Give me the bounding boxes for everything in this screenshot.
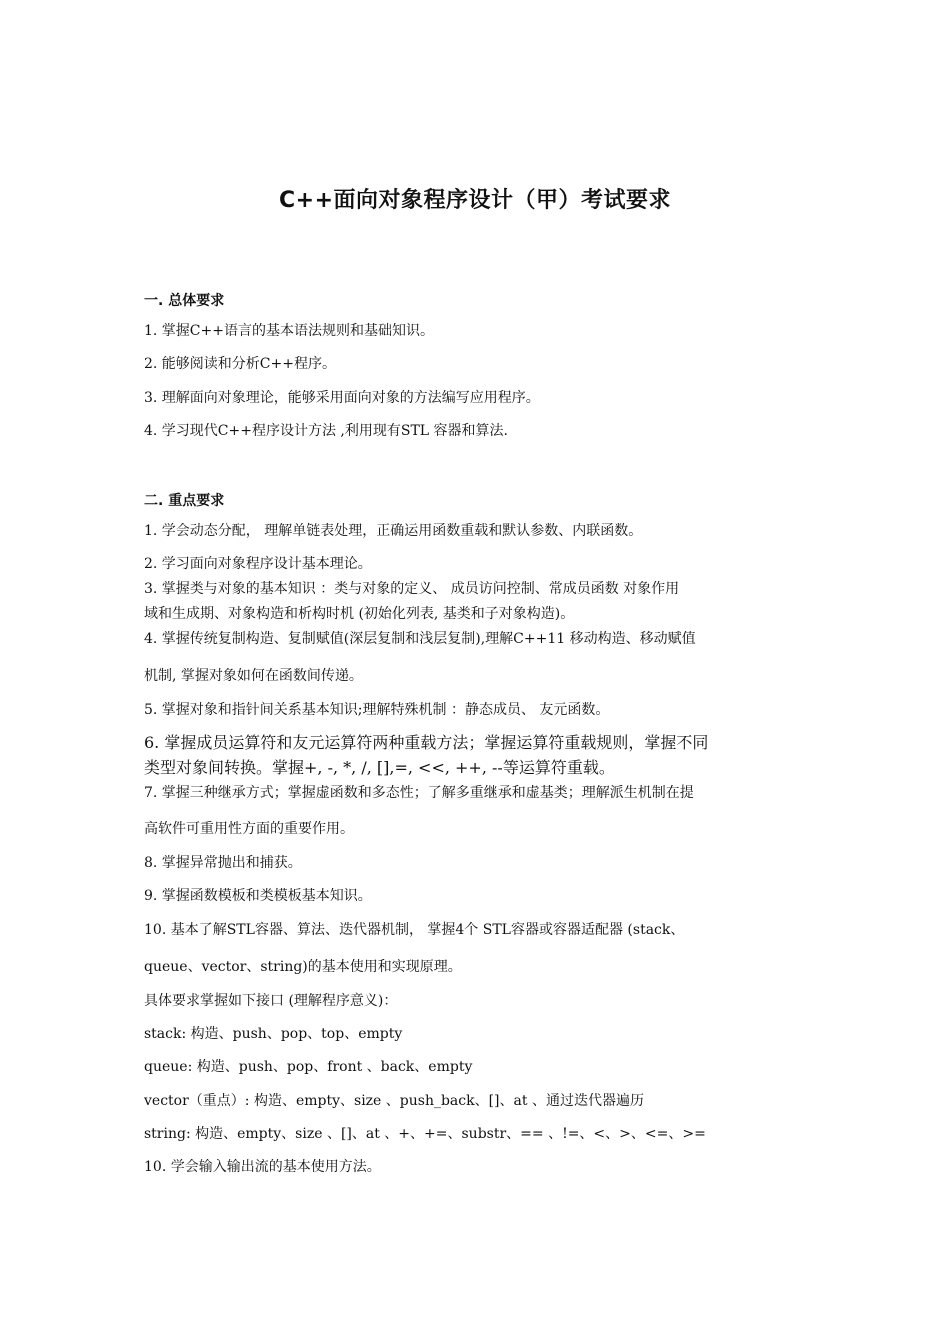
list-item-continuation: 域和生成期、对象构造和析构时机 (初始化列表, 基类和子对象构造)。: [144, 606, 575, 622]
list-item: 4. 掌握传统复制构造、复制赋值(深层复制和浅层复制),理解C++11 移动构造、移动赋值: [144, 631, 696, 647]
list-item: 9. 掌握函数模板和类模板基本知识。: [144, 888, 372, 904]
interface-stack: stack: 构造、push、pop、top、empty: [144, 1026, 403, 1042]
interface-string: string: 构造、empty、size 、[]、at 、+、+=、substr、== 、!=、<、>、<=、>=: [144, 1126, 706, 1142]
list-item: 3. 掌握类与对象的基本知识 ：类与对象的定义、 成员访问控制、常成员函数 对象作用: [144, 581, 680, 597]
list-item-continuation: queue、vector、string)的基本使用和实现原理。: [144, 959, 462, 975]
list-item: 1. 学会动态分配， 理解单链表处理，正确运用函数重载和默认参数、内联函数。: [144, 523, 643, 539]
list-item: 2. 能够阅读和分析C++程序。: [144, 356, 336, 372]
list-item-continuation: 类型对象间转换。掌握+, -, *, /, [],=, <<, ++, --等运算符重载。: [144, 758, 615, 777]
list-item: 2. 学习面向对象程序设计基本理论。: [144, 556, 372, 572]
section-heading-general: 一. 总体要求: [144, 293, 225, 309]
list-item: 1. 掌握C++语言的基本语法规则和基础知识。: [144, 323, 434, 339]
list-item: 8. 掌握异常抛出和捕获。: [144, 855, 302, 871]
list-item-continuation: 机制, 掌握对象如何在函数间传递。: [144, 668, 363, 684]
list-item: 7. 掌握三种继承方式；掌握虚函数和多态性；了解多重继承和虚基类；理解派生机制在提: [144, 785, 694, 801]
section-heading-key: 二. 重点要求: [144, 493, 225, 509]
list-item-continuation: 高软件可重用性方面的重要作用。: [144, 821, 354, 837]
interface-queue: queue: 构造、push、pop、front 、back、empty: [144, 1059, 473, 1075]
document-title: C++面向对象程序设计（甲）考试要求: [278, 188, 671, 213]
list-item: 6. 掌握成员运算符和友元运算符两种重载方法；掌握运算符重载规则，掌握不同: [144, 733, 709, 752]
interface-vector: vector（重点）: 构造、empty、size 、push_back、[]、at 、通过迭代器遍历: [144, 1093, 644, 1109]
list-item: 3. 理解面向对象理论，能够采用面向对象的方法编写应用程序。: [144, 390, 540, 406]
list-item: 10. 学会输入输出流的基本使用方法。: [144, 1159, 381, 1175]
interface-intro: 具体要求掌握如下接口 (理解程序意义)：: [144, 993, 398, 1009]
list-item: 10. 基本了解STL容器、算法、迭代器机制， 掌握4个 STL容器或容器适配器 (stack、: [144, 922, 685, 938]
list-item: 4. 学习现代C++程序设计方法 ,利用现有STL 容器和算法.: [144, 423, 509, 439]
list-item: 5. 掌握对象和指针间关系基本知识;理解特殊机制 ：静态成员、 友元函数。: [144, 702, 610, 718]
